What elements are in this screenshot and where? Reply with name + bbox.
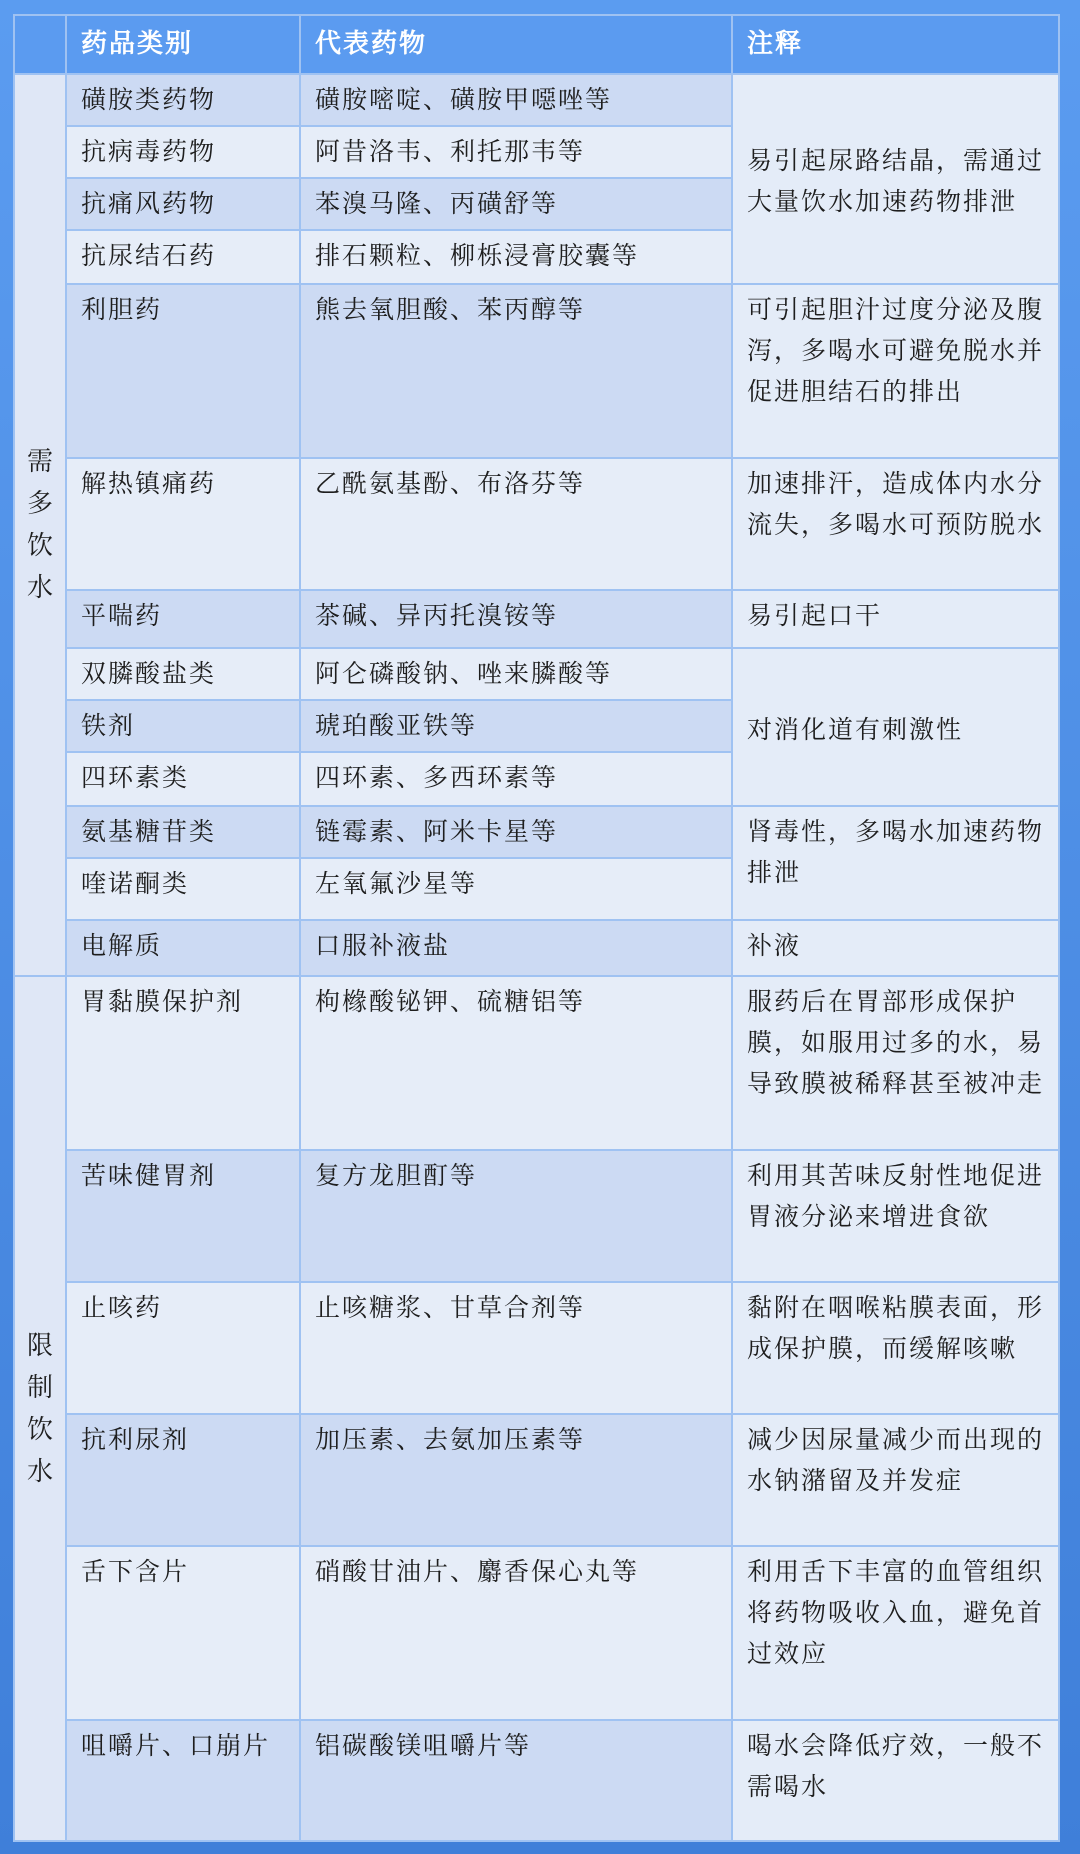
note-cell: 服药后在胃部形成保护膜，如服用过多的水，易导致膜被稀释甚至被冲走 [733, 977, 1058, 1149]
category-cell: 双膦酸盐类 [67, 649, 299, 699]
category-cell: 苦味健胃剂 [67, 1151, 299, 1281]
category-cell: 电解质 [67, 921, 299, 975]
note-cell: 易引起口干 [733, 591, 1058, 647]
category-cell: 平喘药 [67, 591, 299, 647]
drugs-cell: 阿仑磷酸钠、唑来膦酸等 [301, 649, 731, 699]
medication-water-table [13, 14, 1060, 1842]
note-cell: 喝水会降低疗效，一般不需喝水 [733, 1721, 1058, 1840]
note-cell: 利用其苦味反射性地促进胃液分泌来增进食欲 [733, 1151, 1058, 1281]
header-row [15, 16, 1058, 73]
table-row [15, 75, 1058, 125]
table-row [15, 807, 1058, 857]
table-row [15, 649, 1058, 699]
category-cell: 抗尿结石药 [67, 231, 299, 283]
header-corner [15, 16, 65, 73]
table-row [15, 1151, 1058, 1281]
note-cell: 利用舌下丰富的血管组织将药物吸收入血，避免首过效应 [733, 1547, 1058, 1719]
category-cell: 咀嚼片、口崩片 [67, 1721, 299, 1840]
drugs-cell: 左氧氟沙星等 [301, 859, 731, 919]
table-row [15, 1283, 1058, 1413]
drugs-cell: 口服补液盐 [301, 921, 731, 975]
table-row [15, 285, 1058, 457]
drugs-cell: 硝酸甘油片、麝香保心丸等 [301, 1547, 731, 1719]
drugs-cell: 阿昔洛韦、利托那韦等 [301, 127, 731, 177]
group-label-limit-water [15, 977, 65, 1840]
category-cell: 抗利尿剂 [67, 1415, 299, 1545]
table-row [15, 977, 1058, 1149]
table-row [15, 1721, 1058, 1840]
note-cell: 减少因尿量减少而出现的水钠潴留及并发症 [733, 1415, 1058, 1545]
category-cell: 抗痛风药物 [67, 179, 299, 229]
note-cell: 补液 [733, 921, 1058, 975]
category-cell: 止咳药 [67, 1283, 299, 1413]
drugs-cell: 加压素、去氨加压素等 [301, 1415, 731, 1545]
group-label-text: 限制饮水 [26, 1330, 53, 1487]
drugs-cell: 四环素、多西环素等 [301, 753, 731, 805]
drugs-cell: 苯溴马隆、丙磺舒等 [301, 179, 731, 229]
note-cell: 可引起胆汁过度分泌及腹泻，多喝水可避免脱水并促进胆结石的排出 [733, 285, 1058, 457]
header-notes: 注释 [733, 16, 1058, 73]
group-label-text: 需多饮水 [26, 447, 53, 603]
table-row [15, 921, 1058, 975]
category-cell: 喹诺酮类 [67, 859, 299, 919]
table-row [15, 459, 1058, 589]
drugs-cell: 枸橼酸铋钾、硫糖铝等 [301, 977, 731, 1149]
drugs-cell: 止咳糖浆、甘草合剂等 [301, 1283, 731, 1413]
table-row [15, 1547, 1058, 1719]
category-cell: 铁剂 [67, 701, 299, 751]
note-cell: 肾毒性，多喝水加速药物排泄 [733, 807, 1058, 919]
drugs-cell: 琥珀酸亚铁等 [301, 701, 731, 751]
drugs-cell: 熊去氧胆酸、苯丙醇等 [301, 285, 731, 457]
group-label-more-water [15, 75, 65, 975]
drugs-cell: 链霉素、阿米卡星等 [301, 807, 731, 857]
drugs-cell: 铝碳酸镁咀嚼片等 [301, 1721, 731, 1840]
header-drugs: 代表药物 [301, 16, 731, 73]
category-cell: 抗病毒药物 [67, 127, 299, 177]
table-row [15, 591, 1058, 647]
header-category: 药品类别 [67, 16, 299, 73]
drugs-cell: 磺胺嘧啶、磺胺甲噁唑等 [301, 75, 731, 125]
category-cell: 胃黏膜保护剂 [67, 977, 299, 1149]
drugs-cell: 排石颗粒、柳栎浸膏胶囊等 [301, 231, 731, 283]
note-cell: 加速排汗，造成体内水分流失，多喝水可预防脱水 [733, 459, 1058, 589]
category-cell: 舌下含片 [67, 1547, 299, 1719]
category-cell: 利胆药 [67, 285, 299, 457]
note-cell: 黏附在咽喉粘膜表面，形成保护膜，而缓解咳嗽 [733, 1283, 1058, 1413]
drugs-cell: 茶碱、异丙托溴铵等 [301, 591, 731, 647]
note-cell: 易引起尿路结晶，需通过大量饮水加速药物排泄 [733, 75, 1058, 283]
note-cell: 对消化道有刺激性 [733, 649, 1058, 805]
drugs-cell: 乙酰氨基酚、布洛芬等 [301, 459, 731, 589]
category-cell: 四环素类 [67, 753, 299, 805]
category-cell: 磺胺类药物 [67, 75, 299, 125]
drugs-cell: 复方龙胆酊等 [301, 1151, 731, 1281]
category-cell: 解热镇痛药 [67, 459, 299, 589]
table-row [15, 1415, 1058, 1545]
category-cell: 氨基糖苷类 [67, 807, 299, 857]
